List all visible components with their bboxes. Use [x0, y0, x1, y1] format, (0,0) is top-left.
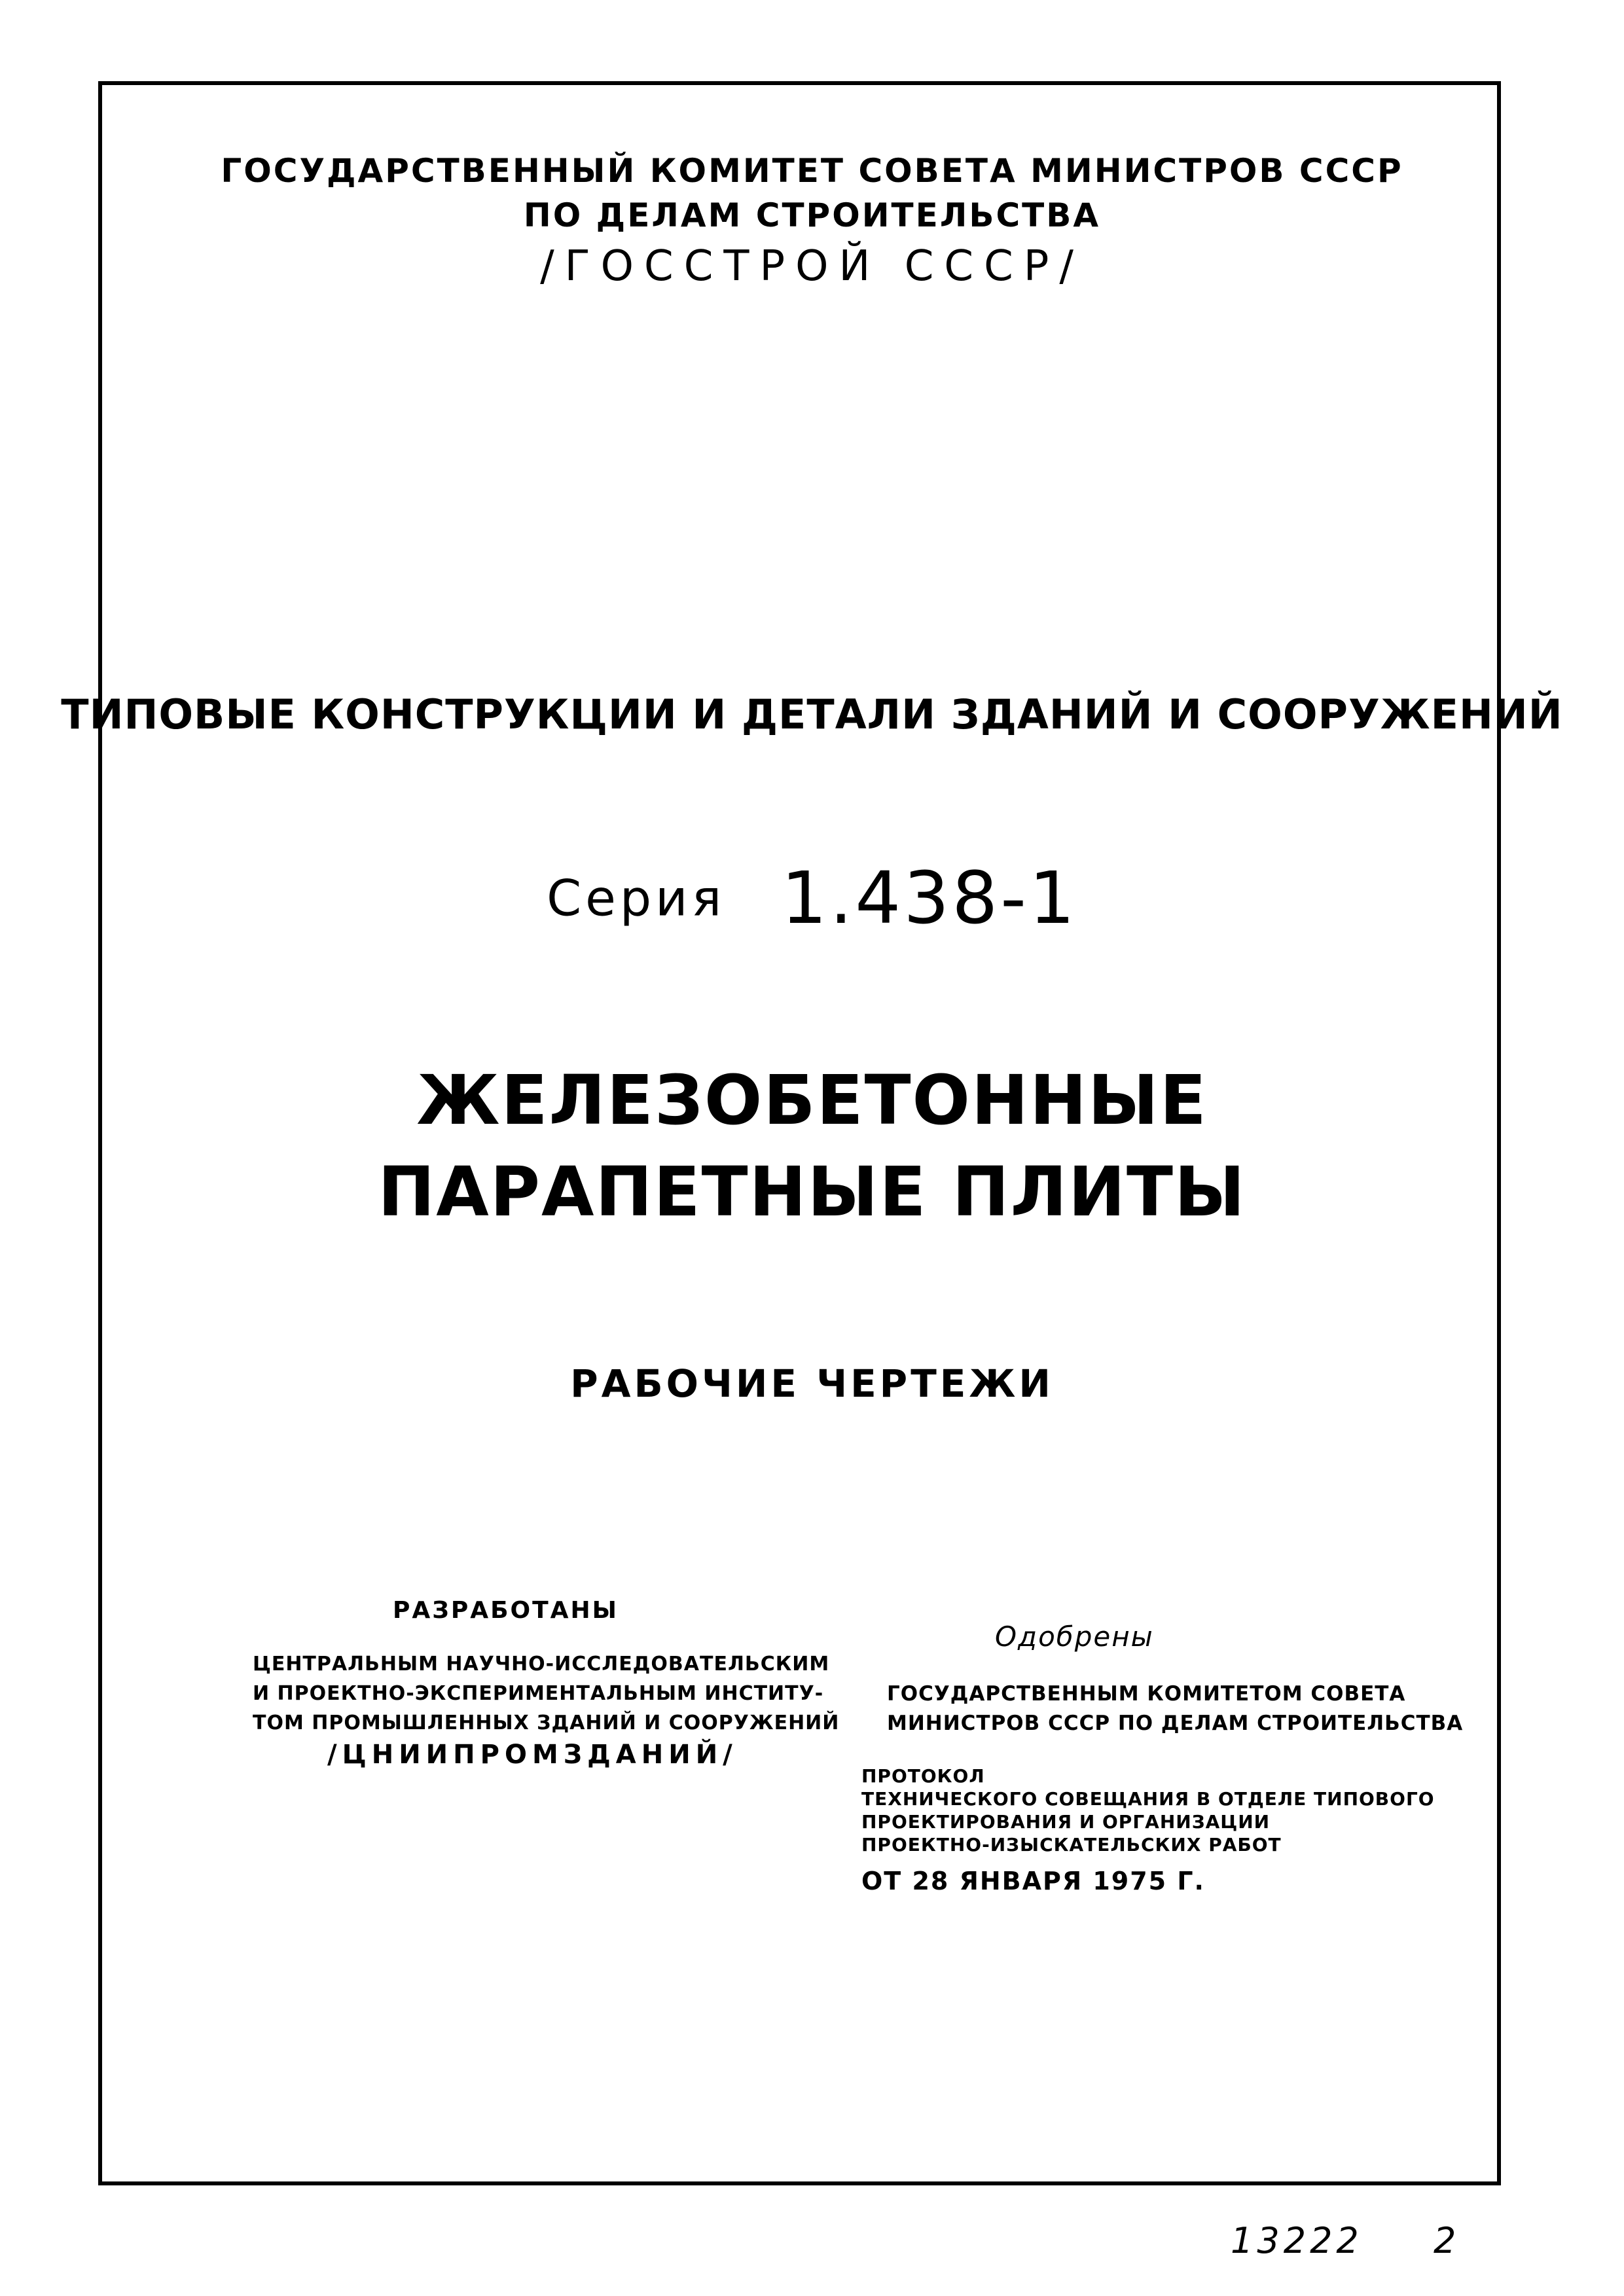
developed-line-3: ТОМ ПРОМЫШЛЕННЫХ ЗДАНИЙ И СООРУЖЕНИЙ	[253, 1712, 840, 1734]
protocol-line-1: ПРОТОКОЛ	[861, 1765, 985, 1787]
developed-line-1: ЦЕНТРАЛЬНЫМ НАУЧНО-ИССЛЕДОВАТЕЛЬСКИМ	[253, 1653, 830, 1676]
approval-date: ОТ 28 ЯНВАРЯ 1975 Г.	[861, 1867, 1205, 1895]
protocol-line-3: ПРОЕКТИРОВАНИЯ И ОРГАНИЗАЦИИ	[861, 1811, 1271, 1833]
document-code: 13222	[1231, 2220, 1363, 2261]
approved-line-1: ГОСУДАРСТВЕННЫМ КОМИТЕТОМ СОВЕТА	[887, 1682, 1406, 1706]
series-label: Серия	[547, 869, 726, 927]
series-number: 1.438-1	[781, 856, 1077, 940]
page-number: 2	[1434, 2220, 1456, 2261]
title-line-1: ЖЕЛЕЗОБЕТОННЫЕ	[416, 1060, 1208, 1140]
collection-title: ТИПОВЫЕ КОНСТРУКЦИИ И ДЕТАЛИ ЗДАНИЙ И СООРУЖЕНИЙ	[61, 691, 1563, 738]
document-subtitle: РАБОЧИЕ ЧЕРТЕЖИ	[570, 1361, 1054, 1406]
protocol-line-4: ПРОЕКТНО-ИЗЫСКАТЕЛЬСКИХ РАБОТ	[861, 1834, 1282, 1856]
approved-line-2: МИНИСТРОВ СССР ПО ДЕЛАМ СТРОИТЕЛЬСТВА	[887, 1712, 1464, 1735]
developed-heading: РАЗРАБОТАНЫ	[393, 1597, 619, 1624]
developed-line-2: И ПРОЕКТНО-ЭКСПЕРИМЕНТАЛЬНЫМ ИНСТИТУ-	[253, 1682, 824, 1705]
title-line-2: ПАРАПЕТНЫЕ ПЛИТЫ	[378, 1152, 1246, 1232]
header-line-2: ПО ДЕЛАМ СТРОИТЕЛЬСТВА	[523, 196, 1101, 234]
developed-abbreviation: /ЦНИИПРОМЗДАНИЙ/	[327, 1740, 738, 1770]
header-line-1: ГОСУДАРСТВЕННЫЙ КОМИТЕТ СОВЕТА МИНИСТРОВ СССР	[221, 152, 1403, 190]
protocol-line-2: ТЕХНИЧЕСКОГО СОВЕЩАНИЯ В ОТДЕЛЕ ТИПОВОГО	[861, 1788, 1435, 1810]
header-line-3: /ГОССТРОЙ СССР/	[540, 242, 1084, 291]
approved-heading: Одобрены	[995, 1621, 1154, 1653]
series-line	[0, 856, 1624, 940]
